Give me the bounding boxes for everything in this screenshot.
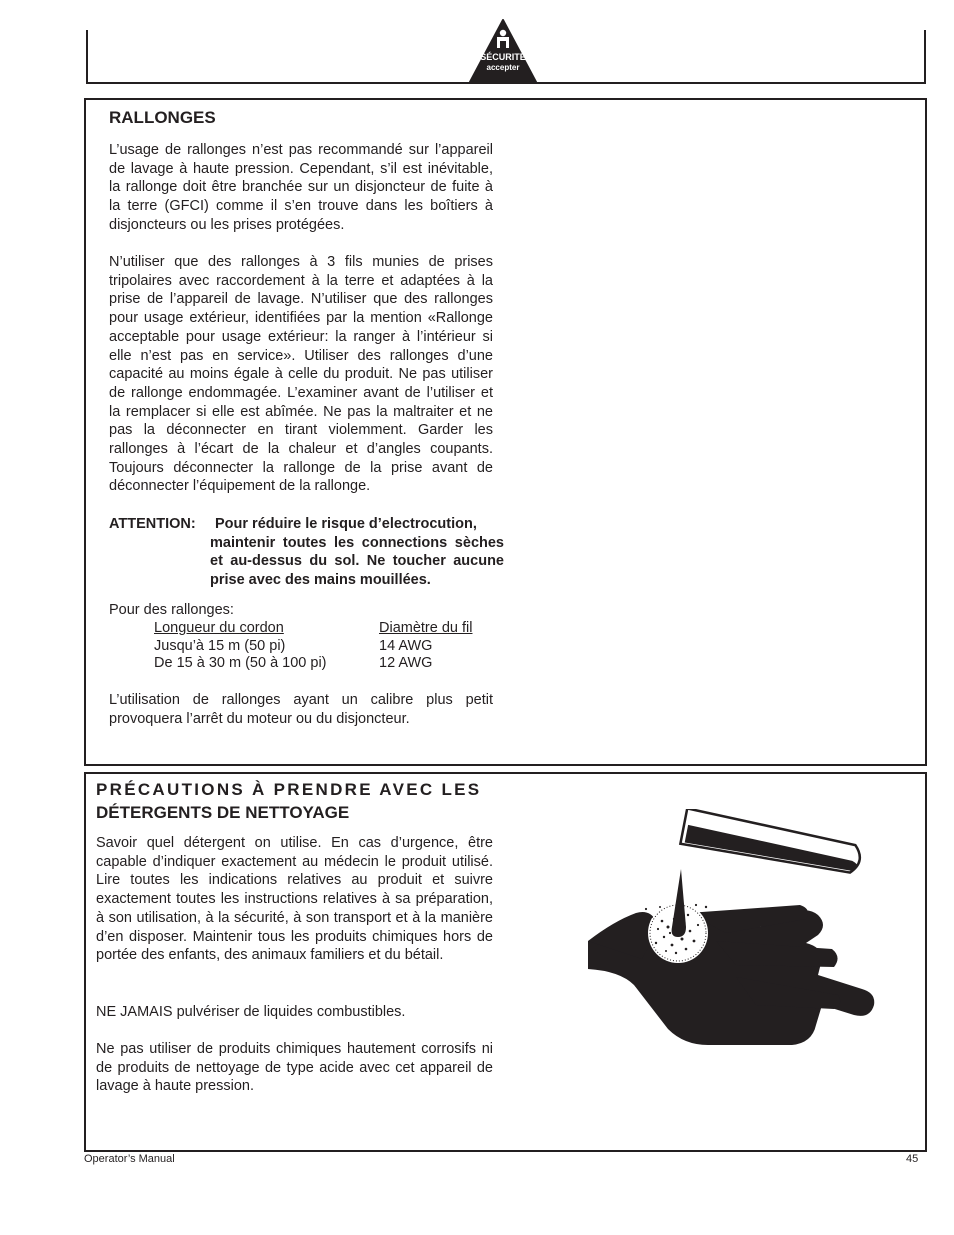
- attention-notice: [109, 515, 509, 591]
- cord-table-intro: Pour des rallonges:: [109, 602, 234, 618]
- detergents-section: [84, 772, 927, 1152]
- cord-table-row-1-length: Jusqu’à 15 m (50 pi): [154, 638, 286, 654]
- attention-label: ATTENTION:: [109, 516, 196, 532]
- cord-table-header-length: Longueur du cordon: [154, 620, 284, 636]
- badge-label-top: SÉCURITÉ: [480, 52, 526, 62]
- detergents-title-line-2: DÉTERGENTS DE NETTOYAGE: [96, 803, 350, 822]
- cord-table-row-1-gauge: 14 AWG: [379, 638, 433, 654]
- badge-label-bottom: accepter: [486, 63, 520, 72]
- attention-text: [210, 515, 504, 590]
- footer-page-number: 45: [906, 1153, 919, 1165]
- detergents-paragraph-2: NE JAMAIS pulvériser de liquides combustibles.: [96, 1004, 406, 1020]
- attention-line-1: Pour réduire le risque d’electrocution,: [215, 516, 477, 532]
- detergents-paragraph-3: Ne pas utiliser de produits chimiques hautement corrosifs ni de produits de nettoyage de type acide avec cet appareil de lavage à haute pression.: [96, 1041, 493, 1095]
- rallonges-paragraph-1: L’usage de rallonges n’est pas recommandé sur l’appareil de lavage à haute pression. Cependant, s’il est inévitable, la rallonge doit être branchée sur un disjoncteur de fuite à la terre (GFCI) comme il s’en trouve dans les boîtiers à disjoncteurs ou les prises protégées.: [109, 142, 493, 233]
- rallonges-paragraph-2: N’utiliser que des rallonges à 3 fils munies de prises tripolaires avec raccordement à la terre et adaptées à la prise de l’appareil de lavage. N’utiliser que des rallonges pour usage extérieur, identifiées par la mention «Rallonge acceptable pour usage extérieur: la ranger à l’intérieur si elle n’est pas en service». Utiliser des rallonges d’une capacité au moins égale à celle du produit. Ne pas utiliser de rallonge endommagée. L’examiner avant de l’utiliser et la remplacer si elle est abîmée. Ne pas la maltraiter et ne pas la déconnecter en tirant violemment. Garder les rallonges à l’écart de la chaleur et d’angles coupants. Toujours déconnecter la rallonge de la prise avant de déconnecter l’équipement de la rallonge.: [109, 254, 493, 495]
- safety-badge-icon: [469, 19, 537, 83]
- attention-line-rest: maintenir toutes les connections sèches et au-dessus du sol. Ne toucher aucune prise avec des mains mouillées.: [210, 534, 504, 589]
- header-rule-left: [86, 30, 88, 84]
- cord-table-header-gauge: Diamètre du fil: [379, 620, 473, 636]
- detergents-paragraph-1: Savoir quel détergent on utilise. En cas d’urgence, être capable d’indiquer exactement au médecin le produit utilisé. Lire toutes les indications relatives au produit et suivre exactement toutes les instructions relatives à sa préparation, à son utilisation, à la sécurité, à son transport et à la manière d’en disposer. Maintenir tous les produits chimiques hors de portée des enfants, des animaux familiers et du bétail.: [96, 835, 493, 964]
- chemical-hazard-hand-icon: [586, 809, 876, 1079]
- detergents-title-line-1: PRÉCAUTIONS À PRENDRE AVEC LES: [96, 780, 482, 799]
- cord-table-row-2-gauge: 12 AWG: [379, 655, 433, 671]
- header-rule-right: [924, 30, 926, 84]
- footer-manual-title: Operator’s Manual: [84, 1153, 175, 1165]
- rallonges-section: [84, 98, 927, 766]
- rallonges-title: RALLONGES: [109, 108, 216, 127]
- rallonges-paragraph-3: L’utilisation de rallonges ayant un calibre plus petit provoquera l’arrêt du moteur ou du disjoncteur.: [109, 692, 493, 727]
- cord-table-row-2-length: De 15 à 30 m (50 à 100 pi): [154, 655, 327, 671]
